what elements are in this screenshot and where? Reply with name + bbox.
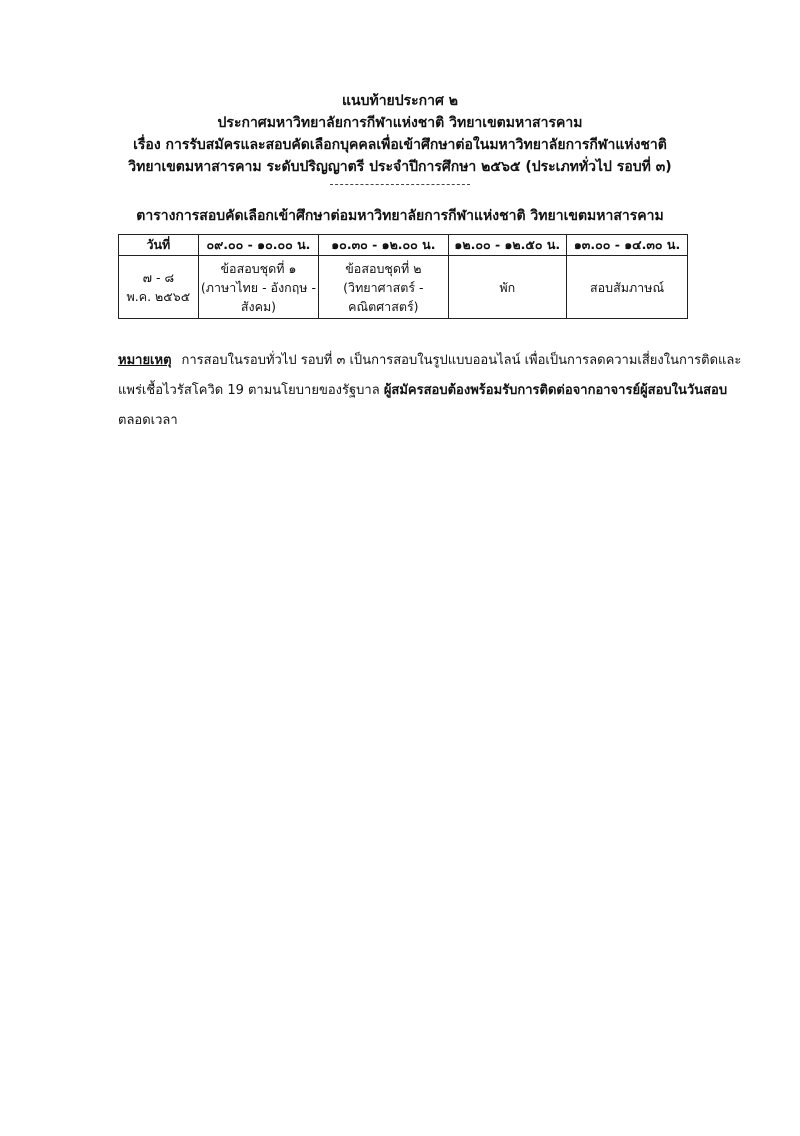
table-row [119,256,688,319]
attachment-heading: แนบท้ายประกาศ ๒ [341,93,459,109]
table-header-row [119,235,688,256]
date-cell: ๗ - ๘ พ.ค. ๒๕๖๕ [119,256,199,319]
announcement-title: ประกาศมหาวิทยาลัยการกีฬาแห่งชาติ วิทยาเขตมหาสารคาม [217,115,583,131]
remark-emphasis: ผู้สมัครสอบต้องพร้อมรับการติดต่อจากอาจารย์ผู้สอบในวันสอบ [383,383,728,398]
remark-section [118,346,742,436]
slot-4-cell: สอบสัมภาษณ์ [567,256,688,319]
remark-line-2: แพร่เชื้อไวรัสโควิด 19 ตามนโยบายของรัฐบาล ผู้สมัครสอบต้องพร้อมรับการติดต่อจากอาจารย์ผู้สอบในวันสอบ [118,383,728,398]
slot-2-cell: ข้อสอบชุดที่ ๒ (วิทยาศาสตร์ - คณิตศาสตร์) [319,256,448,319]
col-slot-1: ๐๙.๐๐ - ๑๐.๐๐ น. [198,235,319,256]
remark-label: หมายเหตุ [118,353,172,368]
schedule-table [118,234,688,319]
col-slot-2: ๑๐.๓๐ - ๑๒.๐๐ น. [319,235,448,256]
col-slot-3: ๑๒.๐๐ - ๑๒.๕๐ น. [448,235,567,256]
slot-3-cell: พัก [448,256,567,319]
subject-line-continued: วิทยาเขตมหาสารคาม ระดับปริญญาตรี ประจำปีการศึกษา ๒๕๖๕ (ประเภททั่วไป รอบที่ ๓) [128,159,672,175]
remark-line-3: ตลอดเวลา [118,413,178,428]
subject-line: เรื่อง การรับสมัครและสอบคัดเลือกบุคคลเพื่อเข้าศึกษาต่อในมหาวิทยาลัยการกีฬาแห่งชาติ [133,137,667,153]
slot-1-cell: ข้อสอบชุดที่ ๑ (ภาษาไทย - อังกฤษ - สังคม) [198,256,319,319]
remark-line-1: หมายเหตุ การสอบในรอบทั่วไป รอบที่ ๓ เป็นการสอบในรูปแบบออนไลน์ เพื่อเป็นการลดความเสี่ยงในการติดและ [118,353,742,368]
separator [330,184,470,185]
schedule-title: ตารางการสอบคัดเลือกเข้าศึกษาต่อมหาวิทยาลัยการกีฬาแห่งชาติ วิทยาเขตมหาสารคาม [136,208,664,224]
col-date: วันที่ [119,235,199,256]
col-slot-4: ๑๓.๐๐ - ๑๔.๓๐ น. [567,235,688,256]
